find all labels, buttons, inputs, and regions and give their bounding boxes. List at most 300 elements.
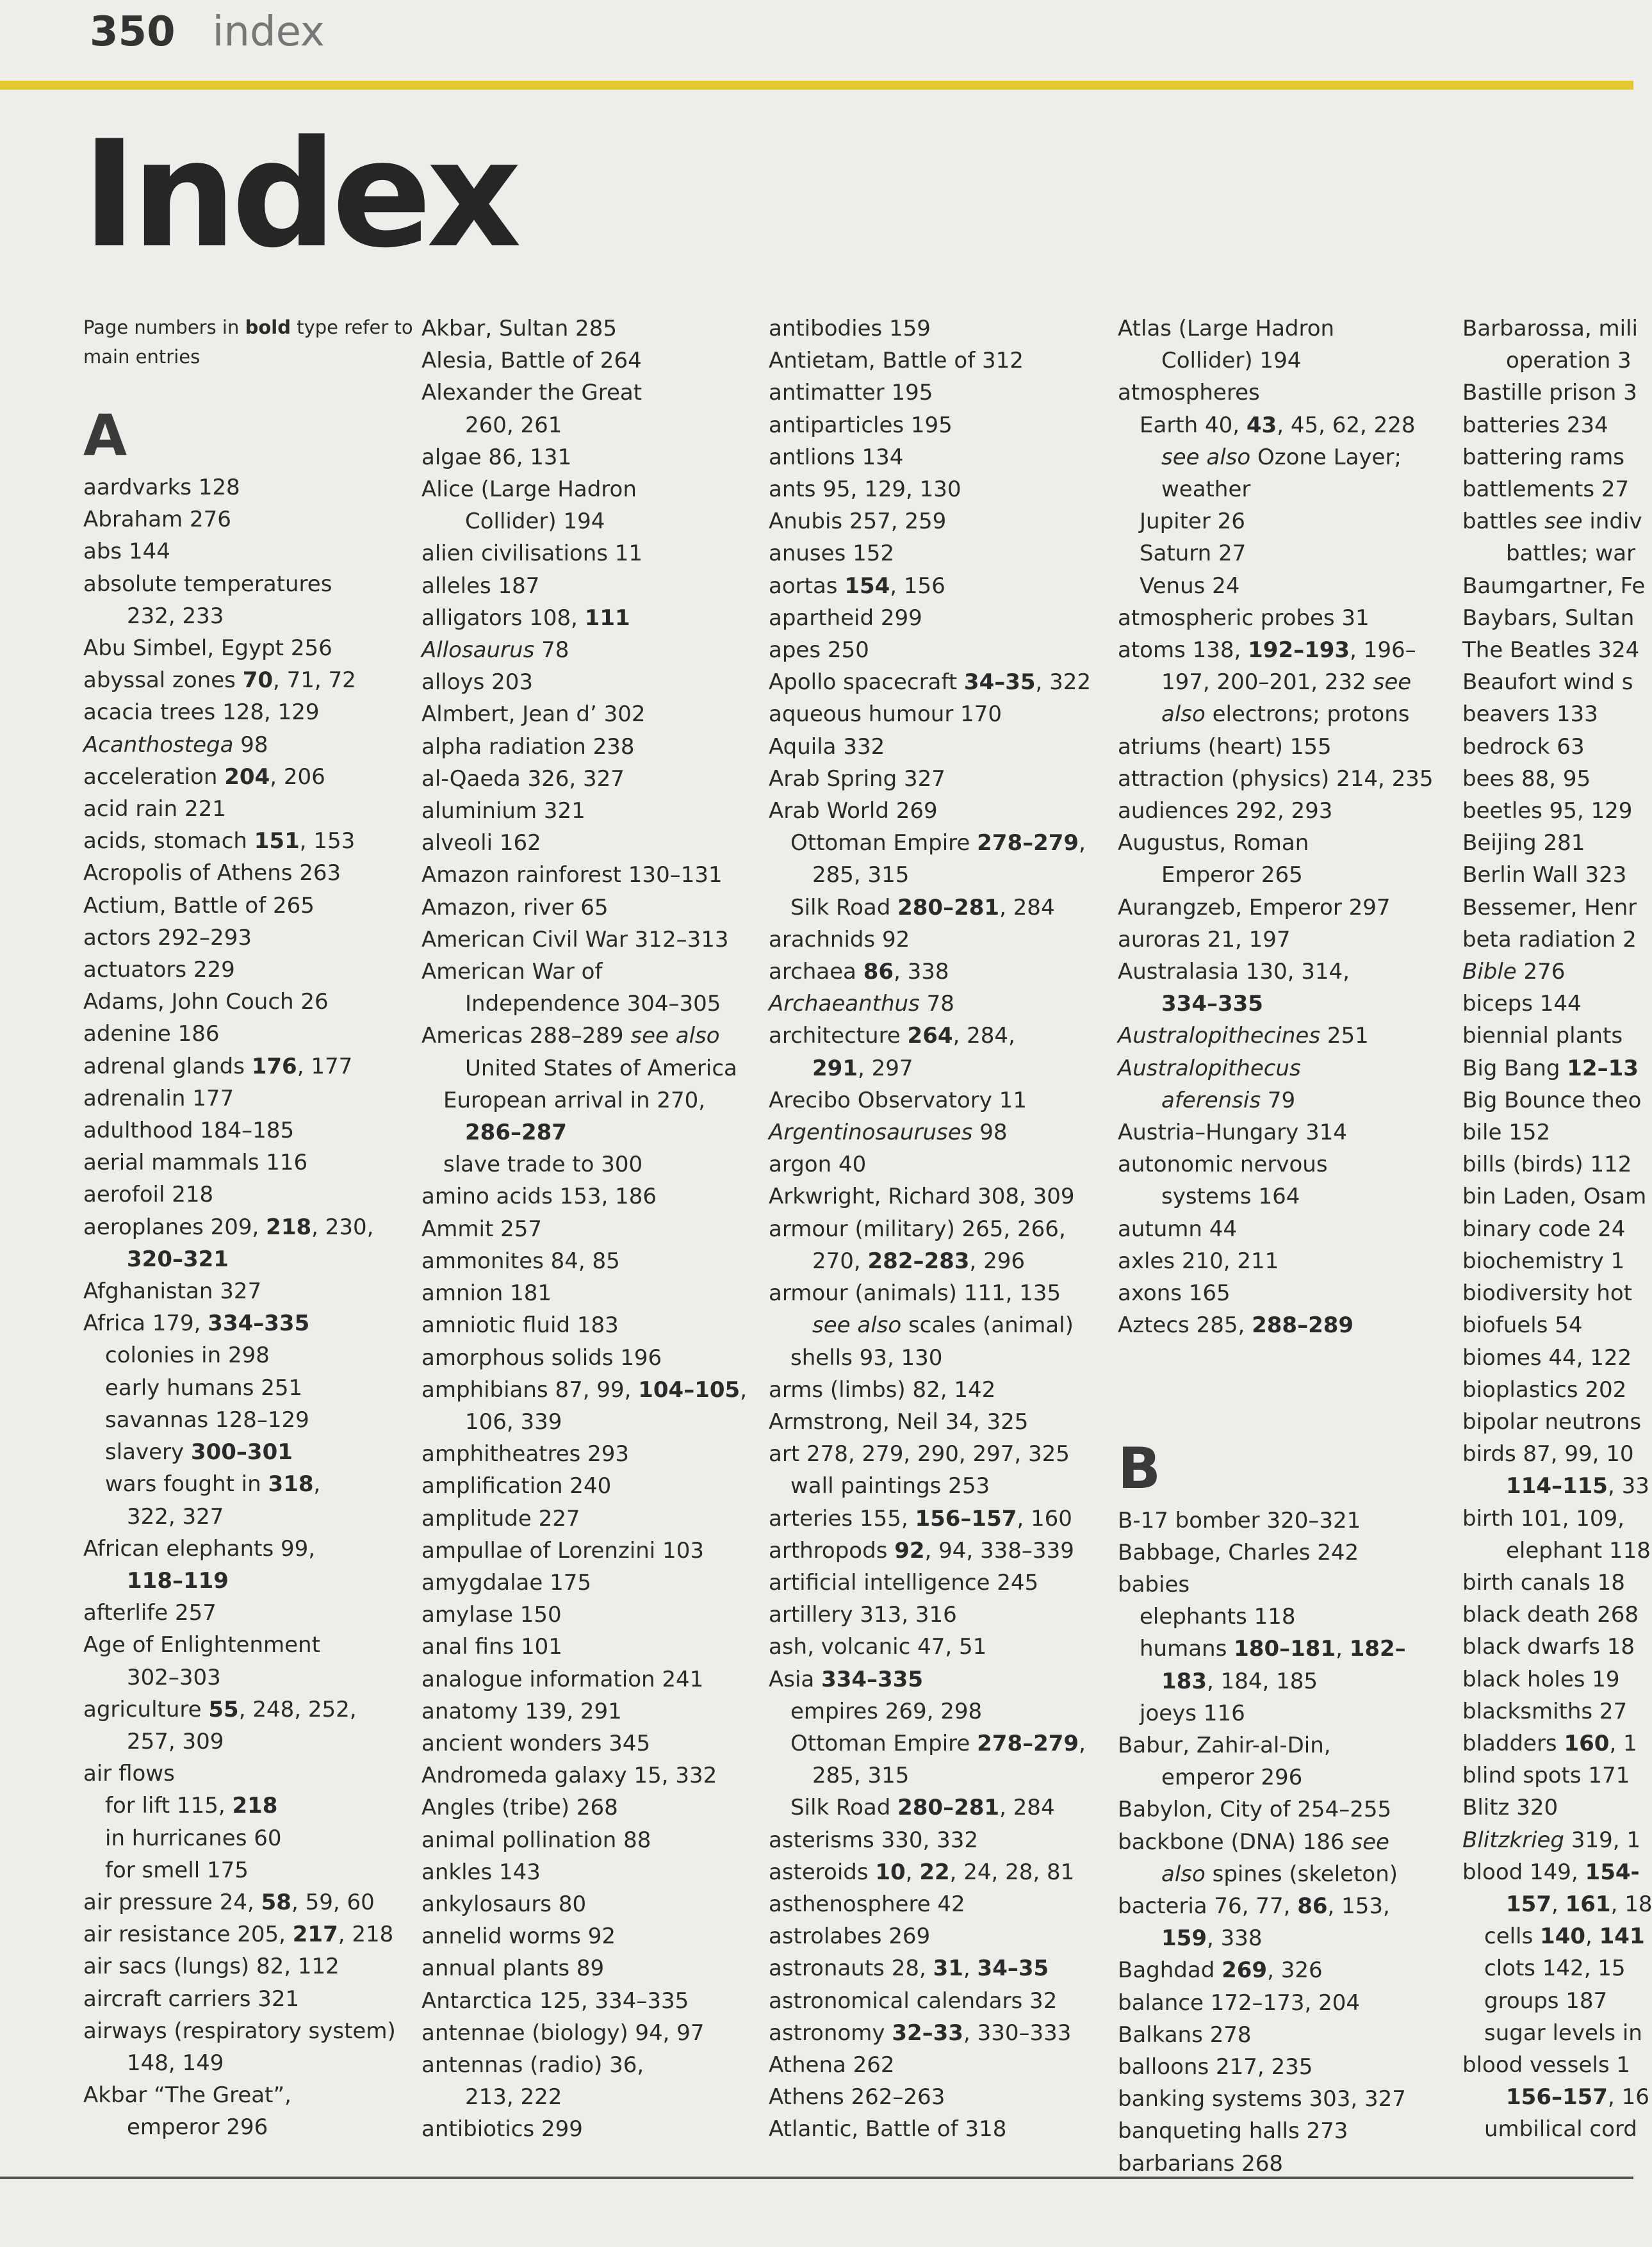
index-entry: algae 86, 131 — [421, 444, 572, 470]
index-column-5 — [1462, 313, 1652, 2146]
bold-page-ref: 12–13 — [1567, 1055, 1639, 1081]
index-subentry: 260, 261 — [465, 412, 562, 438]
index-entry — [421, 1020, 780, 1052]
index-entry — [769, 1663, 1127, 1695]
bold-page-ref: 114–115 — [1506, 1473, 1608, 1499]
index-entry — [83, 1050, 442, 1083]
index-entry: amniotic fluid 183 — [421, 1312, 619, 1339]
index-subentry — [83, 1468, 442, 1500]
index-entry: animal pollination 88 — [421, 1827, 651, 1853]
index-entry: blind spots 171 — [1462, 1763, 1630, 1789]
index-entry: absolute temperatures — [83, 571, 332, 597]
entry-text: , — [1336, 1636, 1350, 1662]
index-subentry — [769, 892, 1127, 924]
index-subentry — [769, 827, 1127, 859]
bold-page-ref: 280–281 — [897, 894, 1000, 920]
index-subentry: Collider) 194 — [465, 509, 605, 535]
note-suffix: type refer to main entries — [83, 316, 413, 368]
index-entry: Athens 262–263 — [769, 2084, 945, 2111]
entry-text: architecture — [769, 1023, 908, 1049]
bold-page-ref: 269 — [1222, 1957, 1268, 1984]
bold-page-ref: 86 — [1297, 1893, 1328, 1919]
entry-text: , 206 — [270, 764, 325, 790]
index-entry: bills (birds) 112 — [1462, 1152, 1632, 1178]
index-entry: Balkans 278 — [1118, 2022, 1252, 2048]
index-entry: axles 210, 211 — [1118, 1248, 1279, 1274]
index-subentry: European arrival in 270, — [443, 1087, 706, 1113]
index-entry: Arecibo Observatory 11 — [769, 1087, 1027, 1113]
index-entry: attraction (physics) 214, 235 — [1118, 765, 1434, 792]
index-subentry: savannas 128–129 — [105, 1407, 309, 1433]
index-entry: amorphous solids 196 — [421, 1344, 662, 1371]
entry-text: 270, — [812, 1248, 868, 1274]
index-entry: audiences 292, 293 — [1118, 798, 1333, 824]
index-subentry — [1462, 1920, 1645, 1952]
entry-text: Africa 179, — [83, 1311, 208, 1337]
bold-page-ref: 217 — [292, 1922, 338, 1948]
index-entry: antibiotics 299 — [421, 2116, 583, 2143]
entry-text: 197, 200–201, 232 — [1161, 669, 1373, 696]
index-entry: Augustus, Roman — [1118, 830, 1309, 856]
italic-term: see — [1351, 1829, 1389, 1855]
index-entry: anatomy 139, 291 — [421, 1698, 622, 1724]
entry-text: Ozone Layer; — [1250, 444, 1402, 470]
index-entry: adenine 186 — [83, 1021, 220, 1047]
entry-text: , 326 — [1267, 1957, 1323, 1984]
index-entry: amphitheatres 293 — [421, 1441, 630, 1467]
index-subentry — [1462, 2081, 1649, 2113]
entry-text: Ottoman Empire — [790, 830, 977, 856]
index-entry: biodiversity hot — [1462, 1280, 1632, 1307]
index-entry: balloons 217, 235 — [1118, 2054, 1313, 2080]
bold-page-ref: 288–289 — [1252, 1312, 1354, 1339]
entry-text: 79 — [1261, 1087, 1296, 1113]
index-entry: bipolar neutrons — [1462, 1409, 1642, 1435]
bold-page-ref: 282–283 — [867, 1248, 970, 1274]
index-entry: Amazon, river 65 — [421, 894, 609, 920]
entry-text: 78 — [534, 637, 569, 664]
entry-text: , 284 — [999, 894, 1055, 920]
bold-page-ref: 183 — [1161, 1668, 1207, 1694]
index-entry: Baumgartner, Fe — [1462, 573, 1646, 599]
entry-text: , 296 — [969, 1248, 1025, 1274]
index-entry — [1462, 956, 1633, 988]
index-entry: Barbarossa, mili — [1462, 316, 1638, 341]
index-entry: amnion 181 — [421, 1280, 552, 1307]
entry-text: , 33 — [1607, 1473, 1649, 1499]
index-entry: annelid worms 92 — [421, 1924, 616, 1950]
italic-term: also — [1161, 1861, 1206, 1887]
entry-text: , 177 — [297, 1053, 353, 1079]
index-entry: biceps 144 — [1462, 991, 1582, 1017]
index-entry: Blitz 320 — [1462, 1795, 1558, 1821]
bold-page-ref: 180–181 — [1234, 1636, 1336, 1662]
index-entry: Adams, John Couch 26 — [83, 989, 329, 1015]
index-subentry: Emperor 265 — [1161, 862, 1303, 888]
index-entry: Arkwright, Richard 308, 309 — [769, 1184, 1075, 1210]
italic-term: Allosaurus — [421, 637, 535, 664]
index-entry: antibodies 159 — [769, 316, 931, 341]
index-entry — [769, 1116, 1127, 1148]
italic-term: see — [1544, 509, 1583, 535]
index-entry: Arab World 269 — [769, 798, 938, 824]
bold-page-ref: 218 — [232, 1793, 278, 1819]
index-subentry: 302–303 — [127, 1664, 221, 1690]
index-entry: Abraham 276 — [83, 507, 231, 533]
index-entry: artillery 313, 316 — [769, 1602, 957, 1628]
index-entry — [421, 1374, 780, 1406]
index-entry: Antietam, Battle of 312 — [769, 348, 1024, 374]
index-subentry: emperor 296 — [127, 2114, 268, 2141]
entry-text: abyssal zones — [83, 667, 243, 694]
index-entry — [1118, 1890, 1476, 1922]
index-entry: blacksmiths 27 — [1462, 1698, 1628, 1724]
bold-page-ref: 286–287 — [465, 1120, 567, 1146]
index-entry — [769, 666, 1127, 698]
index-subentry: weather — [1161, 477, 1251, 503]
index-subentry: battles; war — [1506, 541, 1636, 567]
entry-text: , 153 — [299, 828, 356, 854]
index-entry: Atlas (Large Hadron — [1118, 316, 1335, 341]
index-subentry: colonies in 298 — [105, 1343, 270, 1369]
entry-text: acids, stomach — [83, 828, 254, 854]
index-entry: aluminium 321 — [421, 798, 585, 824]
entry-text: aeroplanes 209, — [83, 1214, 266, 1240]
index-entry: Athena 262 — [769, 2052, 895, 2078]
index-entry — [83, 761, 442, 793]
index-entry: Akbar, Sultan 285 — [421, 316, 617, 341]
index-subentry — [769, 1792, 1127, 1824]
entry-text: alligators 108, — [421, 605, 585, 631]
bold-page-ref: 318 — [268, 1471, 314, 1498]
entry-text: battles — [1462, 509, 1544, 535]
index-subentry: 106, 339 — [465, 1409, 562, 1435]
entry-text: wars fought in — [105, 1471, 268, 1498]
index-entry: asterisms 330, 332 — [769, 1827, 978, 1853]
index-entry — [83, 1886, 442, 1918]
index-subentry: Venus 24 — [1140, 573, 1240, 599]
index-entry: black holes 19 — [1462, 1666, 1620, 1692]
bold-page-ref: 157 — [1506, 1891, 1551, 1917]
index-entry: aircraft carriers 321 — [83, 1986, 300, 2012]
bottom-rule — [0, 2177, 1633, 2179]
entry-text: , 94, 338–339 — [924, 1537, 1074, 1564]
index-entry: ankles 143 — [421, 1859, 541, 1885]
index-entry: bin Laden, Osam — [1462, 1184, 1647, 1210]
index-entry: alleles 187 — [421, 573, 540, 599]
section-name: index — [212, 8, 325, 56]
index-entry: Ammit 257 — [421, 1216, 542, 1242]
entry-text: , — [313, 1471, 321, 1498]
entry-text: , — [963, 1956, 977, 1982]
index-entry — [1118, 1309, 1476, 1341]
index-entry: armour (animals) 111, 135 — [769, 1280, 1061, 1307]
bold-page-ref: 156–157 — [1506, 2084, 1608, 2111]
index-subentry: in hurricanes 60 — [105, 1825, 282, 1851]
index-entry: Babbage, Charles 242 — [1118, 1539, 1359, 1565]
index-entry: Atlantic, Battle of 318 — [769, 2116, 1007, 2143]
italic-term: see also — [630, 1023, 720, 1049]
entry-text: , — [740, 1377, 747, 1403]
entry-text: astronauts 28, — [769, 1956, 933, 1982]
index-subentry — [1118, 698, 1476, 730]
index-entry: axons 165 — [1118, 1280, 1231, 1307]
index-entry: ankylosaurs 80 — [421, 1891, 587, 1917]
running-head — [90, 5, 325, 59]
index-entry — [769, 1856, 1127, 1888]
index-subentry — [83, 1243, 442, 1275]
index-entry: Anubis 257, 259 — [769, 509, 947, 535]
index-entry: Beijing 281 — [1462, 830, 1585, 856]
index-entry: antennas (radio) 36, — [421, 2052, 644, 2078]
index-subentry: 213, 222 — [465, 2084, 562, 2111]
entry-text: for lift 115, — [105, 1793, 233, 1819]
index-entry: banking systems 303, 327 — [1118, 2086, 1406, 2112]
index-entry: argon 40 — [769, 1152, 867, 1178]
index-subentry — [1118, 441, 1476, 473]
index-subentry: emperor 296 — [1161, 1765, 1303, 1791]
index-entry: aerofoil 218 — [83, 1182, 214, 1208]
bold-page-ref: 32–33 — [892, 2020, 963, 2046]
bold-page-ref: 159 — [1161, 1925, 1207, 1952]
entry-text: slavery — [105, 1439, 191, 1466]
index-column-1 — [83, 313, 442, 2144]
entry-text: air resistance 205, — [83, 1922, 293, 1948]
entry-text: , 184, 185 — [1206, 1668, 1318, 1694]
index-subentry — [83, 1565, 442, 1597]
entry-text: astronomy — [769, 2020, 892, 2046]
entry-text: , 284 — [999, 1795, 1055, 1821]
index-entry: Amazon rainforest 130–131 — [421, 862, 723, 888]
italic-term: Blitzkrieg — [1462, 1827, 1565, 1853]
italic-term: also — [1161, 701, 1206, 728]
entry-text: bladders — [1462, 1730, 1564, 1756]
italic-term: see also — [1161, 444, 1251, 470]
bold-page-ref: 300–301 — [190, 1439, 293, 1466]
index-subentry — [83, 1790, 442, 1822]
bold-page-ref: 34–35 — [963, 669, 1036, 696]
bold-page-ref: 92 — [894, 1537, 925, 1564]
bold-page-ref: 118–119 — [127, 1567, 229, 1594]
index-entry: amylase 150 — [421, 1602, 562, 1628]
italic-term: Argentinosauruses — [769, 1120, 973, 1146]
bold-page-ref: 182– — [1349, 1636, 1406, 1662]
index-entry: asthenosphere 42 — [769, 1891, 965, 1917]
entry-text: adrenal glands — [83, 1053, 252, 1079]
entry-text: Big Bang — [1462, 1055, 1567, 1081]
entry-text: 98 — [233, 731, 268, 758]
index-entry: airways (respiratory system) — [83, 2018, 396, 2044]
entry-text: , 71, 72 — [273, 667, 356, 694]
index-subentry: Collider) 194 — [1161, 348, 1302, 374]
header-rule — [0, 81, 1633, 90]
index-entry: Aurangzeb, Emperor 297 — [1118, 894, 1391, 920]
index-entry: babies — [1118, 1571, 1190, 1597]
index-entry: atmospheric probes 31 — [1118, 605, 1370, 631]
index-entry: banqueting halls 273 — [1118, 2118, 1348, 2145]
bold-page-ref: 334–335 — [821, 1666, 924, 1692]
index-entry: Bessemer, Henr — [1462, 894, 1637, 920]
index-entry — [769, 2017, 1127, 2049]
column-entries — [83, 402, 442, 2144]
entry-text: amphibians 87, 99, — [421, 1377, 639, 1403]
index-entry: abs 144 — [83, 539, 170, 565]
index-entry: birds 87, 99, 10 — [1462, 1441, 1634, 1467]
index-entry — [769, 570, 1127, 602]
index-entry: artificial intelligence 245 — [769, 1569, 1039, 1596]
index-subentry: early humans 251 — [105, 1375, 303, 1401]
index-subentry: United States of America — [465, 1055, 737, 1081]
index-entry: alveoli 162 — [421, 830, 541, 856]
entry-text: , 59, 60 — [291, 1889, 375, 1915]
entry-text: 78 — [919, 991, 954, 1017]
entry-text: archaea — [769, 959, 863, 985]
index-entry: beta radiation 2 — [1462, 926, 1637, 952]
index-entry — [421, 602, 780, 634]
entry-text: , 1 — [1609, 1730, 1637, 1756]
index-entry: balance 172–173, 204 — [1118, 1990, 1360, 2016]
index-entry — [1118, 634, 1476, 666]
index-entry: autumn 44 — [1118, 1216, 1238, 1242]
index-entry: Alexander the Great — [421, 380, 642, 406]
index-entry: anal fins 101 — [421, 1634, 562, 1660]
entry-text: 319, 1 — [1564, 1827, 1640, 1853]
index-entry: antimatter 195 — [769, 380, 933, 406]
index-subentry: joeys 116 — [1140, 1700, 1245, 1726]
bold-page-ref: 140 — [1540, 1924, 1586, 1950]
bold-page-ref: 192–193 — [1248, 637, 1350, 664]
index-entry: air sacs (lungs) 82, 112 — [83, 1954, 339, 1980]
index-subentry — [1462, 1470, 1649, 1502]
bold-page-ref: 22 — [919, 1859, 950, 1885]
index-subentry: 232, 233 — [127, 603, 224, 629]
index-entry: Big Bounce theo — [1462, 1087, 1642, 1113]
index-entry — [769, 1503, 1127, 1535]
index-entry — [1462, 1856, 1640, 1888]
index-entry — [1118, 1826, 1476, 1858]
index-entry: bedrock 63 — [1462, 733, 1585, 760]
index-entry: biomes 44, 122 — [1462, 1344, 1632, 1371]
index-entry: armour (military) 265, 266, — [769, 1216, 1066, 1242]
index-entry: amplitude 227 — [421, 1505, 580, 1532]
index-entry — [1118, 1020, 1476, 1052]
index-subentry: 148, 149 — [127, 2050, 224, 2076]
bold-page-ref: 161 — [1565, 1891, 1611, 1917]
entry-text: Ottoman Empire — [790, 1730, 977, 1756]
index-entry: Actium, Battle of 265 — [83, 892, 315, 919]
index-entry: atriums (heart) 155 — [1118, 733, 1332, 760]
italic-term: Acanthostega — [83, 731, 234, 758]
bold-page-ref: 58 — [261, 1889, 291, 1915]
italic-term: Bible — [1462, 959, 1517, 985]
entry-text: electrons; protons — [1205, 701, 1410, 728]
entry-text: Earth 40, — [1140, 412, 1247, 438]
entry-text: , 156 — [890, 573, 945, 599]
index-column-2 — [421, 313, 780, 2146]
entry-text: , 160 — [1017, 1505, 1072, 1532]
index-subentry: clots 142, 15 — [1484, 1956, 1626, 1982]
index-entry — [1462, 505, 1642, 537]
index-subentry — [1118, 409, 1476, 441]
entry-text: scales (animal) — [901, 1312, 1074, 1339]
section-letter: A — [83, 402, 127, 468]
index-subentry: wall paintings 253 — [790, 1473, 990, 1499]
index-entry — [83, 1918, 442, 1950]
entry-text: , — [1079, 1730, 1086, 1756]
entry-text: , — [1079, 830, 1086, 856]
entry-text: Silk Road — [790, 894, 898, 920]
index-entry: astrolabes 269 — [769, 1924, 931, 1950]
index-entry: Beaufort wind s — [1462, 669, 1633, 696]
entry-text: Baghdad — [1118, 1957, 1222, 1984]
index-entry: air flows — [83, 1761, 175, 1787]
entry-text: humans — [1140, 1636, 1234, 1662]
index-entry — [83, 1307, 442, 1339]
entry-text: indiv — [1582, 509, 1642, 535]
index-entry: Akbar “The Great”, — [83, 2082, 291, 2109]
section-gap — [1118, 1342, 1476, 1405]
entry-text: , 153, — [1327, 1893, 1390, 1919]
entry-text: blood 149, — [1462, 1859, 1585, 1885]
index-entry — [769, 1020, 1127, 1052]
entry-text: asteroids — [769, 1859, 876, 1885]
bold-page-ref: 43 — [1246, 412, 1277, 438]
bold-page-ref: 34–35 — [977, 1956, 1049, 1982]
index-subentry: 285, 315 — [812, 862, 910, 888]
bold-page-ref: 264 — [907, 1023, 953, 1049]
index-entry: The Beatles 324 — [1462, 637, 1640, 664]
index-entry: alloys 203 — [421, 669, 534, 696]
bold-page-ref: 111 — [584, 605, 630, 631]
index-entry: American War of — [421, 959, 603, 985]
index-subentry: slave trade to 300 — [443, 1152, 643, 1178]
index-entry — [83, 1211, 442, 1243]
index-entry: Afghanistan 327 — [83, 1279, 262, 1305]
entry-text: bacteria 76, 77, — [1118, 1893, 1298, 1919]
index-entry: arachnids 92 — [769, 926, 910, 952]
index-entry: black death 268 — [1462, 1602, 1639, 1628]
bold-page-ref: 291 — [812, 1055, 858, 1081]
index-entry — [1118, 1954, 1476, 1986]
entry-text: atoms 138, — [1118, 637, 1248, 664]
entry-text: , 218 — [338, 1922, 394, 1948]
index-entry: analogue information 241 — [421, 1666, 704, 1692]
entry-text: 98 — [972, 1120, 1008, 1146]
bold-page-ref: 160 — [1564, 1730, 1610, 1756]
entry-text: air pressure 24, — [83, 1889, 261, 1915]
index-entry: arms (limbs) 82, 142 — [769, 1377, 996, 1403]
entry-text: , 338 — [894, 959, 949, 985]
index-entry — [83, 1694, 442, 1726]
bold-page-ref: 334–335 — [1161, 991, 1263, 1017]
bold-page-ref: 31 — [933, 1956, 963, 1982]
entry-text: , — [1585, 1924, 1599, 1950]
index-entry: antennae (biology) 94, 97 — [421, 2020, 705, 2046]
index-entry: beavers 133 — [1462, 701, 1598, 728]
entry-text: , 330–333 — [963, 2020, 1072, 2046]
bold-page-ref: 104–105 — [638, 1377, 740, 1403]
entry-text: , 230, — [311, 1214, 374, 1240]
index-entry: Antarctica 125, 334–335 — [421, 1988, 689, 2014]
page-number: 350 — [90, 8, 176, 56]
index-entry: B-17 bomber 320–321 — [1118, 1507, 1361, 1533]
note-bold-word: bold — [245, 316, 291, 338]
index-entry: annual plants 89 — [421, 1956, 605, 1982]
index-entry — [421, 634, 780, 666]
index-entry: antlions 134 — [769, 444, 904, 470]
index-entry: Babur, Zahir-al-Din, — [1118, 1732, 1331, 1758]
index-entry — [1462, 1052, 1639, 1084]
